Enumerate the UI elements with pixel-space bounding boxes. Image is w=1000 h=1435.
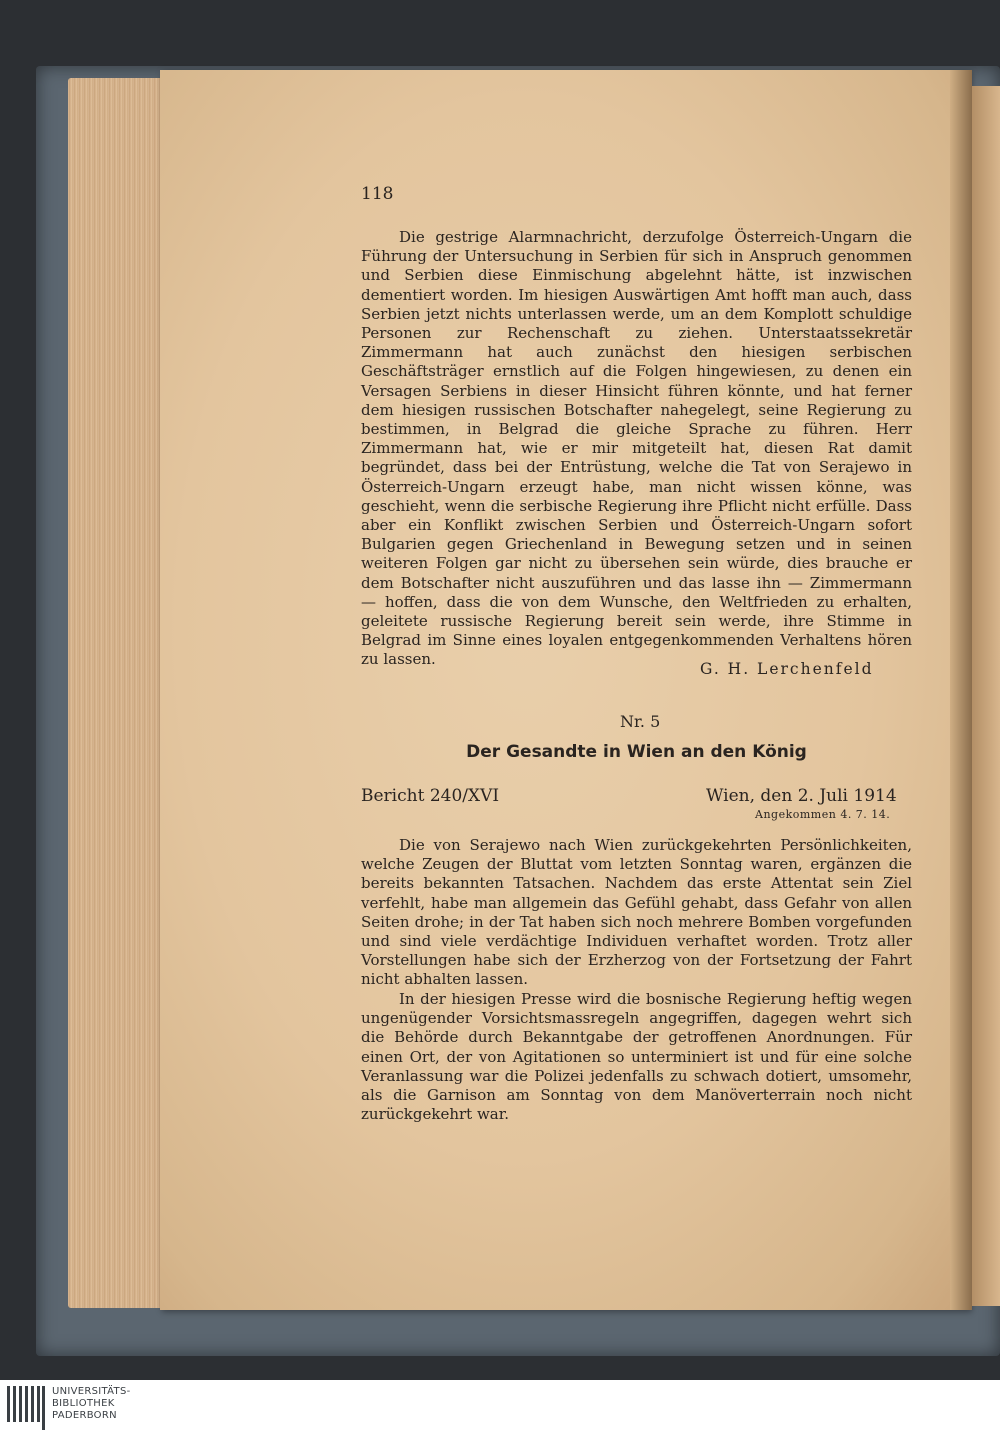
paragraph-3-text: In der hiesigen Presse wird die bosnische Regierung heftig wegen ungenügender Vorsichtsmassregeln angegriffen, dagegen wehrt sich die Behörde durch Bekanntgabe der getroffenen Anordnungen. Für einen Ort, der von Agitationen so unterminiert ist und für eine solche Veranlassung war die Polizei jedenfalls zu schwach dotiert, umsomehr, als die Garnison am Sonntag von dem Manöverterrain noch nicht zurückgekehrt war. (361, 990, 912, 1124)
paragraph-1 (361, 228, 912, 670)
received-date: Angekommen 4. 7. 14. (755, 808, 891, 821)
signature: G. H. Lerchenfeld (700, 660, 874, 678)
paragraph-1-text: Die gestrige Alarmnachricht, derzufolge Österreich-Ungarn die Führung der Untersuchung in Serbien für sich in Anspruch genommen und Serbien diese Einmischung abgelehnt hätte, ist inzwischen dementiert worden. Im hiesigen Auswärtigen Amt hofft man auch, dass Serbien jetzt nichts unterlassen werde, um an dem Komplott schuldige Personen zur Rechenschaft zu ziehen. Unterstaatssekretär Zimmermann hat auch zunächst den hiesigen serbischen Geschäftsträger ernstlich auf die Folgen hingewiesen, zu denen ein Versagen Serbiens in dieser Hinsicht führen könnte, und hat ferner dem hiesigen russischen Botschafter nahegelegt, seine Regierung zu bestimmen, in Belgrad die gleiche Sprache zu führen. Herr Zimmermann hat, wie er mir mitgeteilt hat, diesen Rat damit begründet, dass bei der Entrüstung, welche die Tat von Serajewo in Österreich-Ungarn erzeugt habe, man nicht wissen könne, was geschieht, wenn die serbische Regierung ihre Pflicht nicht erfülle. Dass aber ein Konflikt zwischen Serbien und Österreich-Ungarn sofort Bulgarien gegen Griechenland in Bewegung setzen und in seinen weiteren Folgen gar nicht zu übersehen sein würde, dies brauche er dem Botschafter nicht auszuführen und das lasse ihn — Zimmermann — hoffen, dass die von dem Wunsche, den Weltfrieden zu erhalten, geleitete russische Regierung bereit sein werde, ihre Stimme in Belgrad im Sinne eines loyalen entgegenkommenden Verhaltens hören zu lassen. (361, 228, 912, 669)
book-gutter (950, 70, 972, 1310)
paragraph-3 (361, 990, 912, 1124)
paragraph-2-text: Die von Serajewo nach Wien zurückgekehrten Persönlichkeiten, welche Zeugen der Bluttat vom letzten Sonntag waren, ergänzen die bereits bekannten Tatsachen. Nachdem das erste Attentat sein Ziel verfehlt, habe man allgemein das Gefühl gehabt, dass Gefahr von allen Seiten drohe; in der Tat haben sich noch mehrere Bomben vorgefunden und sind viele verdächtige Individuen verhaftet worden. Trotz aller Vorstellungen habe sich der Erzherzog von der Fortsetzung der Fahrt nicht abhalten lassen. (361, 836, 912, 989)
library-name-line-1: UNIVERSITÄTS- (52, 1386, 131, 1397)
library-footer (0, 1380, 1000, 1435)
document-number: Nr. 5 (620, 712, 661, 731)
place-date: Wien, den 2. Juli 1914 (706, 786, 897, 806)
library-name-line-2: BIBLIOTHEK (52, 1398, 115, 1409)
library-name (52, 1386, 131, 1422)
facing-page-edge (972, 86, 1000, 1306)
page-number: 118 (361, 184, 394, 204)
document-heading: Der Gesandte in Wien an den König (466, 742, 807, 762)
report-number: Bericht 240/XVI (361, 786, 500, 806)
library-name-line-3: PADERBORN (52, 1410, 117, 1421)
library-logo-icon (6, 1386, 46, 1430)
paragraph-2 (361, 836, 912, 990)
